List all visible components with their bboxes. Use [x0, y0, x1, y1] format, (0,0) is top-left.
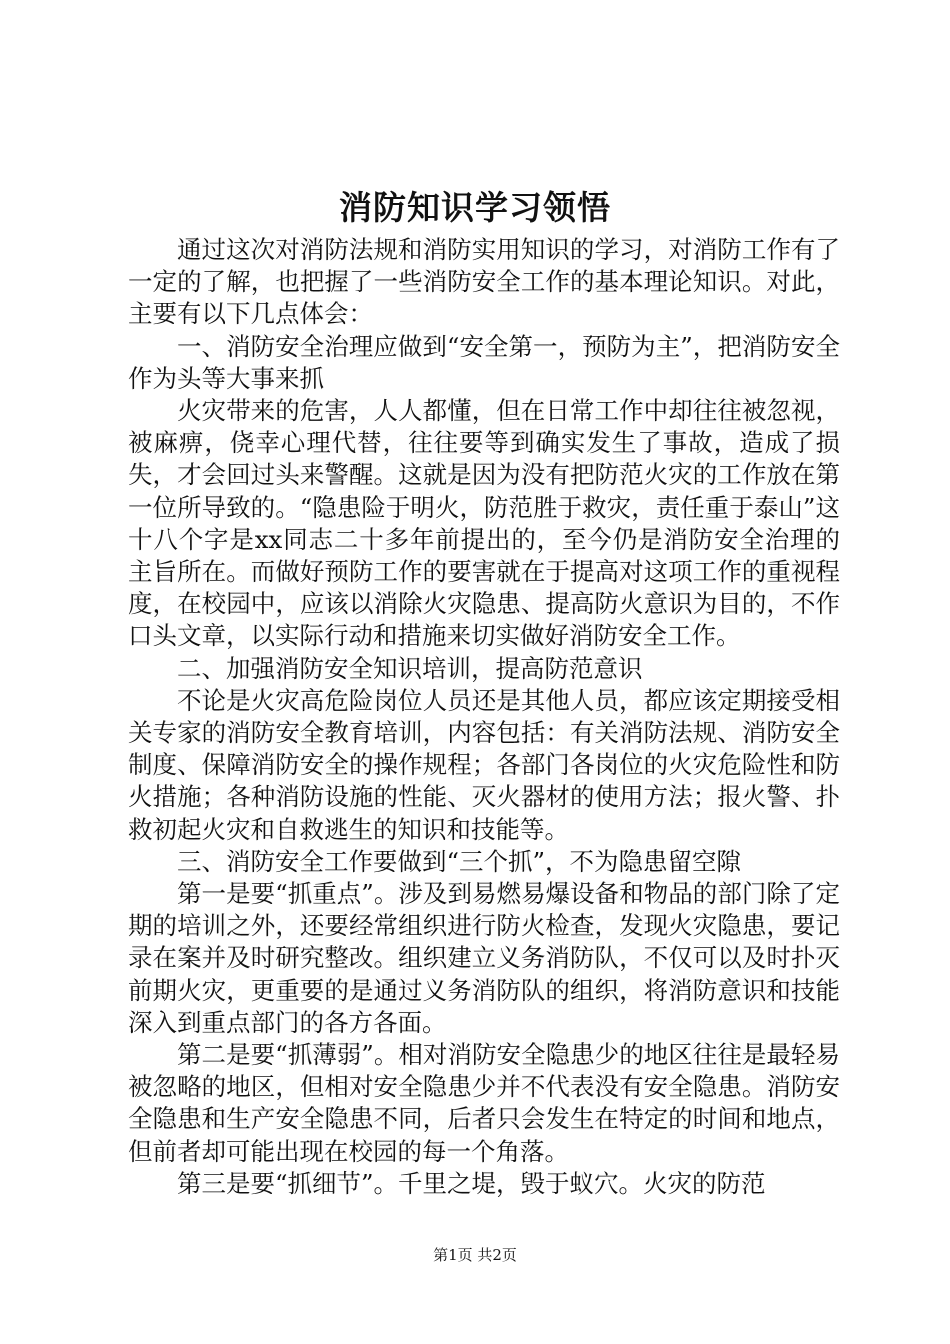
heading-section-3: 三、消防安全工作要做到“三个抓”，不为隐患留空隙: [177, 846, 742, 876]
paragraph-section-1: 火灾带来的危害，人人都懂，但在日常工作中却往往被忽视，被麻痹，侥幸心理代替，往往要等到确实发生了事故，造成了损失，才会回过头来警醒。这就是因为没有把防范火灾的工作放在第一位所导致的。“隐患险于明火，防范胜于救灾，责任重于泰山”这十八个字是xx同志二十多年前提出的，至今仍是消防安全治理的主旨所在。而做好预防工作的要害就在于提高对这项工作的重视程度，在校园中，应该以消除火灾隐患、提高防火意识为目的，不作口头文章，以实际行动和措施来切实做好消防安全工作。: [128, 396, 840, 651]
paragraph-point-1: 第一是要“抓重点”。涉及到易燃易爆设备和物品的部门除了定期的培训之外，还要经常组织进行防火检查，发现火灾隐患，要记录在案并及时研究整改。组织建立义务消防队，不仅可以及时扑灭前期火灾，更重要的是通过义务消防队的组织，将消防意识和技能深入到重点部门的各方各面。: [128, 879, 840, 1037]
heading-section-1: 一、消防安全治理应做到“安全第一，预防为主”，把消防安全作为头等大事来抓: [128, 331, 840, 393]
paragraph-point-2: 第二是要“抓薄弱”。相对消防安全隐患少的地区往往是最轻易被忽略的地区，但相对安全隐患少并不代表没有安全隐患。消防安全隐患和生产安全隐患不同，后者只会发生在特定的时间和地点，但前者却可能出现在校园的每一个角落。: [128, 1040, 840, 1166]
page-number-footer: 第1页 共2页: [433, 1246, 517, 1264]
paragraph-intro: 通过这次对消防法规和消防实用知识的学习，对消防工作有了一定的了解，也把握了一些消防安全工作的基本理论知识。对此，主要有以下几点体会：: [128, 235, 840, 329]
paragraph-point-3: 第三是要“抓细节”。千里之堤，毁于蚁穴。火灾的防范: [177, 1168, 766, 1198]
heading-section-2: 二、加强消防安全知识培训，提高防范意识: [177, 653, 643, 683]
document-body: [128, 234, 840, 1200]
paragraph-section-2: 不论是火灾高危险岗位人员还是其他人员，都应该定期接受相关专家的消防安全教育培训，内容包括：有关消防法规、消防安全制度、保障消防安全的操作规程；各部门各岗位的火灾危险性和防火措施；各种消防设施的性能、灭火器材的使用方法；报火警、扑救初起火灾和自救逃生的知识和技能等。: [128, 685, 840, 844]
document-title: 消防知识学习领悟: [339, 188, 611, 227]
